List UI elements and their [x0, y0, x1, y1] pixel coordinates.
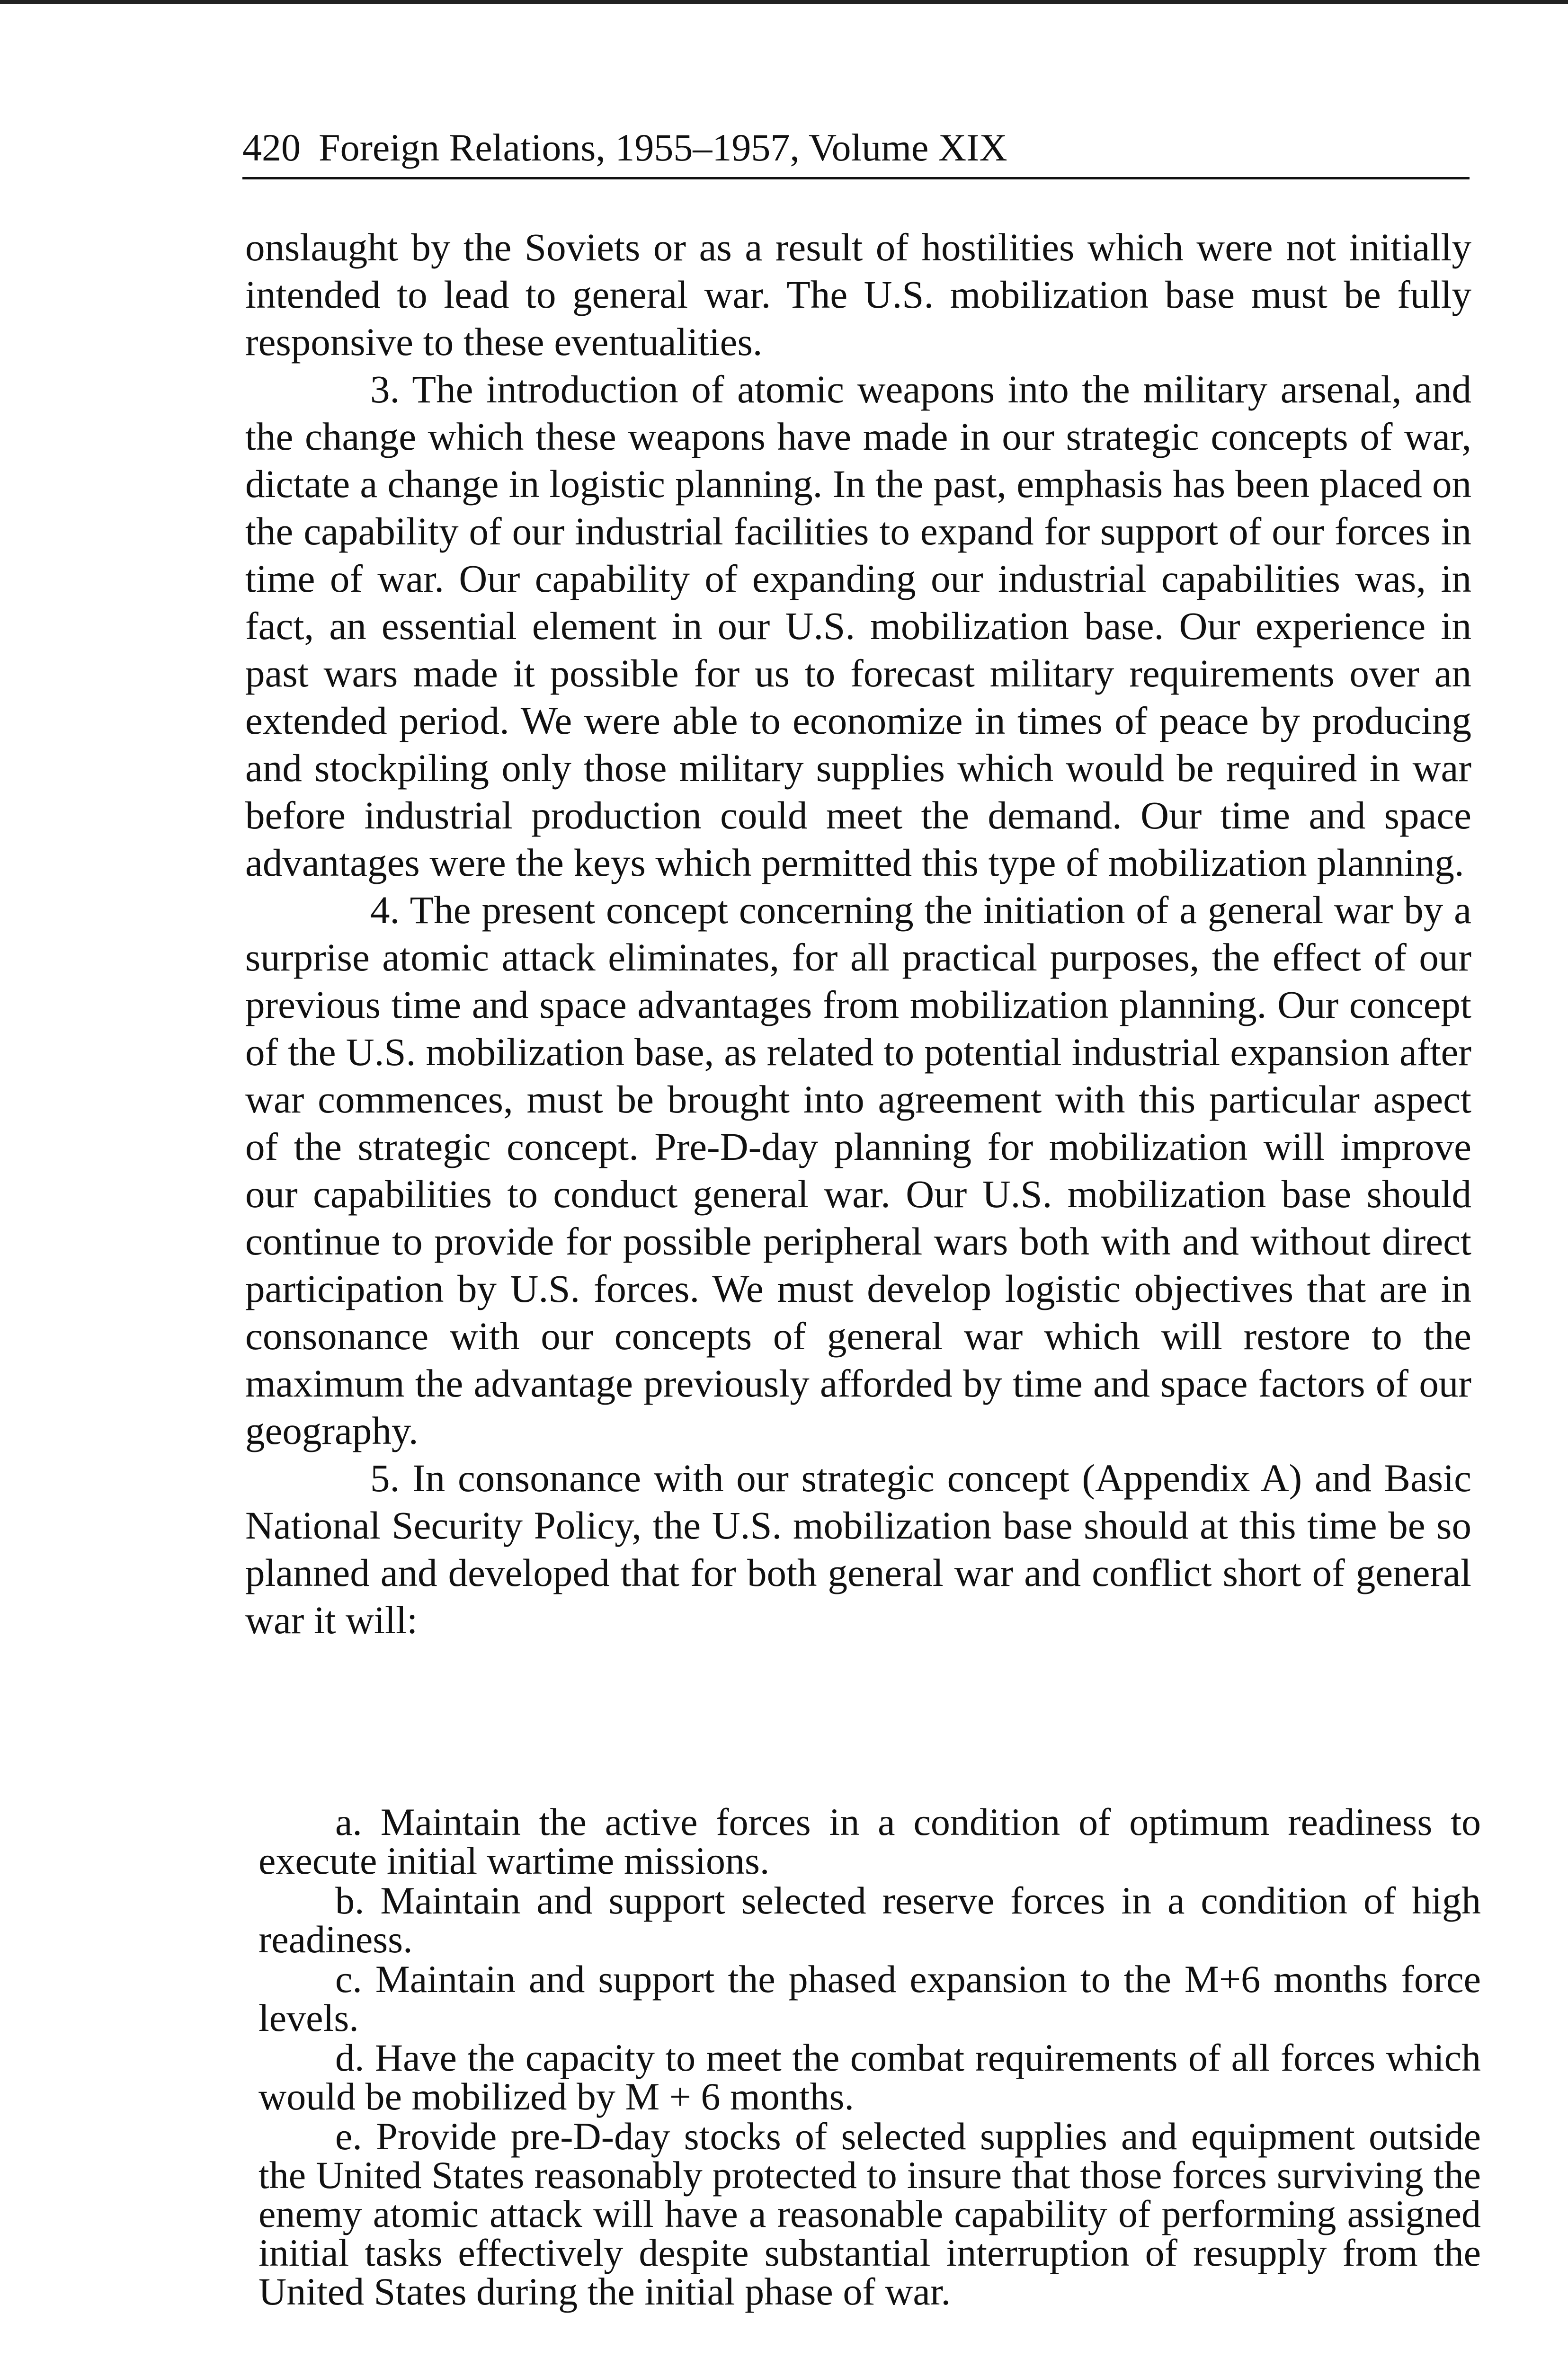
header-title: Foreign Relations, 1955–1957, Volume XIX: [319, 126, 1007, 169]
sub-item-e: e. Provide pre-D-day stocks of selected supplies and equipment outside the United States reasonably protected to insure that those forces surviving the enemy atomic attack will have a reasonable capability of performing assigned initial tasks effectively despite substantial interruption of resupply from the United States during the initial phase of war.: [258, 2115, 1481, 2313]
paragraph-3: 3. The introduction of atomic weapons into the military arsenal, and the change which these weapons have made in our strategic concepts of war, dictate a change in logistic planning. In the past, emphasis has been placed on the capability of our industrial facilities to expand for support of our forces in time of war. Our capability of expanding our industrial capabilities was, in fact, an essential element in our U.S. mobilization base. Our experience in past wars made it possible for us to forecast military requirements over an extended period. We were able to economize in times of peace by producing and stockpiling only those military supplies which would be required in war before industrial production could meet the demand. Our time and space advantages were the keys which permitted this type of mobilization planning.: [245, 367, 1471, 884]
sub-item-d: d. Have the capacity to meet the combat requirements of all forces which would be mobilized by M + 6 months.: [258, 2036, 1481, 2118]
paragraph-4: 4. The present concept concerning the initiation of a general war by a surprise atomic attack eliminates, for all practical purposes, the effect of our previous time and space advantages from mobilization planning. Our concept of the U.S. mobilization base, as related to potential industrial expansion after war commences, must be brought into agreement with this particular aspect of the strategic concept. Pre-D-day planning for mobilization will improve our capabilities to conduct general war. Our U.S. mobilization base should continue to provide for possible peripheral wars both with and without direct participation by U.S. forces. We must develop logistic objectives that are in consonance with our concepts of general war which will restore to the maximum the advantage previously afforded by time and space factors of our geography.: [245, 888, 1471, 1452]
page-number: 420: [242, 126, 301, 169]
sub-item-b: b. Maintain and support selected reserve forces in a condition of high readiness.: [258, 1879, 1481, 1961]
sub-item-list: [258, 1800, 1481, 2313]
running-header: [242, 124, 1470, 179]
paragraph-5: 5. In consonance with our strategic concept (Appendix A) and Basic National Security Policy, the U.S. mobilization base should at this time be so planned and developed that for both general war and conflict short of general war it will:: [245, 1456, 1471, 1642]
body-text: [245, 223, 1471, 1644]
sub-item-a: a. Maintain the active forces in a condition of optimum readiness to execute initial wartime missions.: [258, 1800, 1481, 1882]
paragraph-continuation: onslaught by the Soviets or as a result of hostilities which were not initially intended to lead to general war. The U.S. mobilization base must be fully responsive to these eventualities.: [245, 225, 1471, 364]
scan-top-edge: [0, 0, 1568, 4]
sub-item-c: c. Maintain and support the phased expansion to the M+6 months force levels.: [258, 1958, 1481, 2039]
